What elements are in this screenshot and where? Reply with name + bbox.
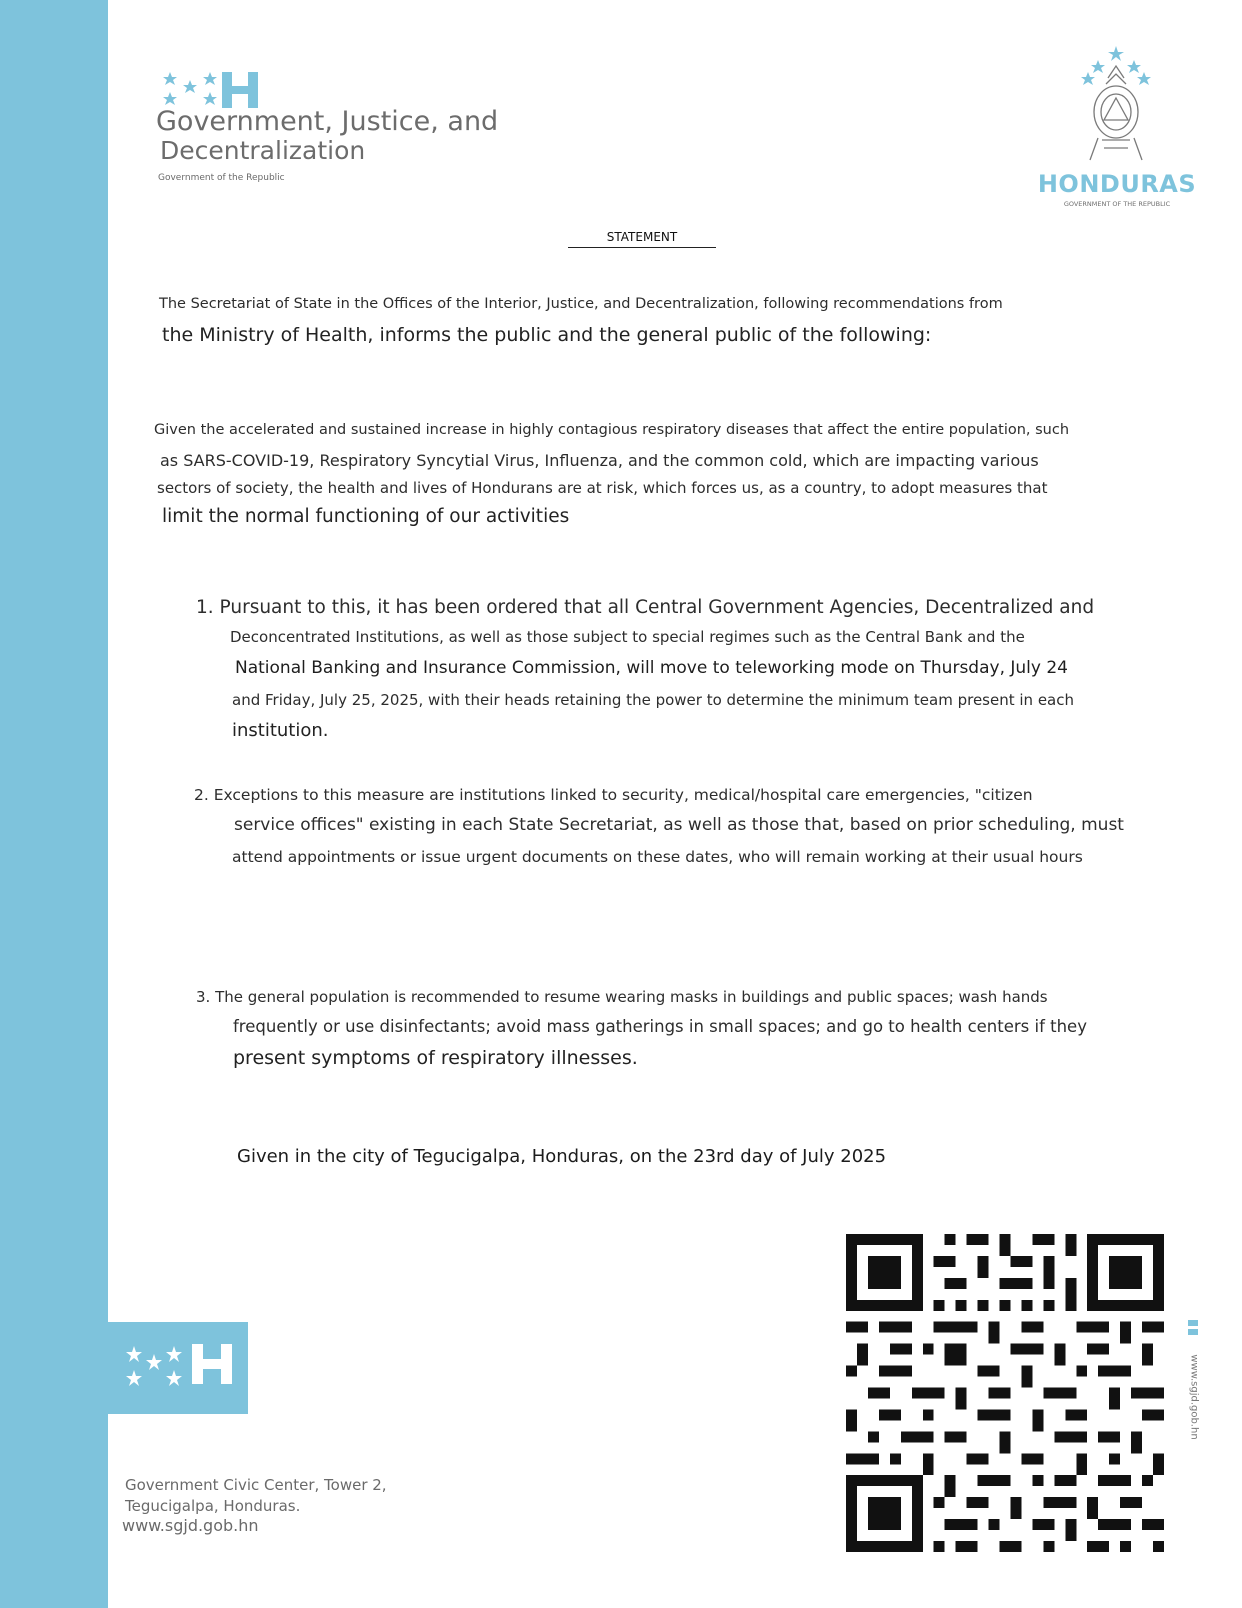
- item3-line-2: frequently or use disinfectants; avoid mass gatherings in small spaces; and go to health centers if they: [233, 1017, 1087, 1036]
- org-name-line1: Government, Justice, and: [156, 106, 499, 137]
- item2-line-1: 2. Exceptions to this measure are institutions linked to security, medical/hospital care emergencies, "citizen: [194, 786, 1033, 804]
- context-line-4: limit the normal functioning of our activities: [162, 506, 570, 527]
- context-line-3: sectors of society, the health and lives of Hondurans are at risk, which forces us, as a country, to adopt measures that: [157, 479, 1048, 497]
- stars-icon: [124, 1344, 184, 1390]
- left-accent-band: [0, 0, 108, 1608]
- org-subtitle: Government of the Republic: [158, 173, 285, 183]
- address-line-2: Tegucigalpa, Honduras.: [125, 1497, 301, 1515]
- qr-code[interactable]: [846, 1234, 1164, 1552]
- h-logo-icon: [190, 1340, 234, 1388]
- website-link[interactable]: www.sgjd.gob.hn: [122, 1516, 259, 1535]
- small-h-icon: [1188, 1320, 1198, 1336]
- item1-line-4: and Friday, July 25, 2025, with their heads retaining the power to determine the minimum team present in each: [232, 691, 1074, 709]
- item3-line-3: present symptoms of respiratory illnesses.: [233, 1047, 638, 1069]
- item1-line-5: institution.: [232, 720, 329, 741]
- coat-of-arms-icon: [1072, 44, 1160, 168]
- item1-line-2: Deconcentrated Institutions, as well as those subject to special regimes such as the Central Bank and the: [230, 628, 1025, 646]
- footer-logo: [108, 1322, 248, 1414]
- h-logo-icon: [222, 72, 260, 108]
- intro-line-2: the Ministry of Health, informs the public and the general public of the following:: [162, 324, 932, 346]
- intro-line-1: The Secretariat of State in the Offices of the Interior, Justice, and Decentralization, following recommendations from: [159, 296, 1003, 312]
- item1-line-1: 1. Pursuant to this, it has been ordered that all Central Government Agencies, Decentralized and: [196, 597, 1095, 618]
- item1-line-3: National Banking and Insurance Commission, will move to teleworking mode on Thursday, July 24: [235, 658, 1068, 678]
- org-name-line2: Decentralization: [160, 136, 366, 165]
- vertical-website-text: www.sgjd.gob.hn: [1188, 1354, 1200, 1440]
- address-line-1: Government Civic Center, Tower 2,: [125, 1476, 387, 1494]
- context-line-2: as SARS-COVID-19, Respiratory Syncytial Virus, Influenza, and the common cold, which are impacting various: [160, 451, 1039, 470]
- document-title: STATEMENT: [568, 230, 716, 248]
- context-line-1: Given the accelerated and sustained increase in highly contagious respiratory diseases that affect the entire population, such: [154, 422, 1070, 438]
- closing-line: Given in the city of Tegucigalpa, Honduras, on the 23rd day of July 2025: [237, 1146, 887, 1167]
- vertical-website: [1185, 1342, 1203, 1452]
- country-subtitle: GOVERNMENT OF THE REPUBLIC: [1063, 200, 1171, 208]
- item2-line-2: service offices" existing in each State Secretariat, as well as those that, based on prior scheduling, must: [234, 815, 1124, 835]
- item3-line-1: 3. The general population is recommended to resume wearing masks in buildings and public spaces; wash hands: [196, 988, 1048, 1006]
- item2-line-3: attend appointments or issue urgent documents on these dates, who will remain working at their usual hours: [232, 848, 1083, 866]
- country-name: HONDURAS: [1037, 170, 1197, 198]
